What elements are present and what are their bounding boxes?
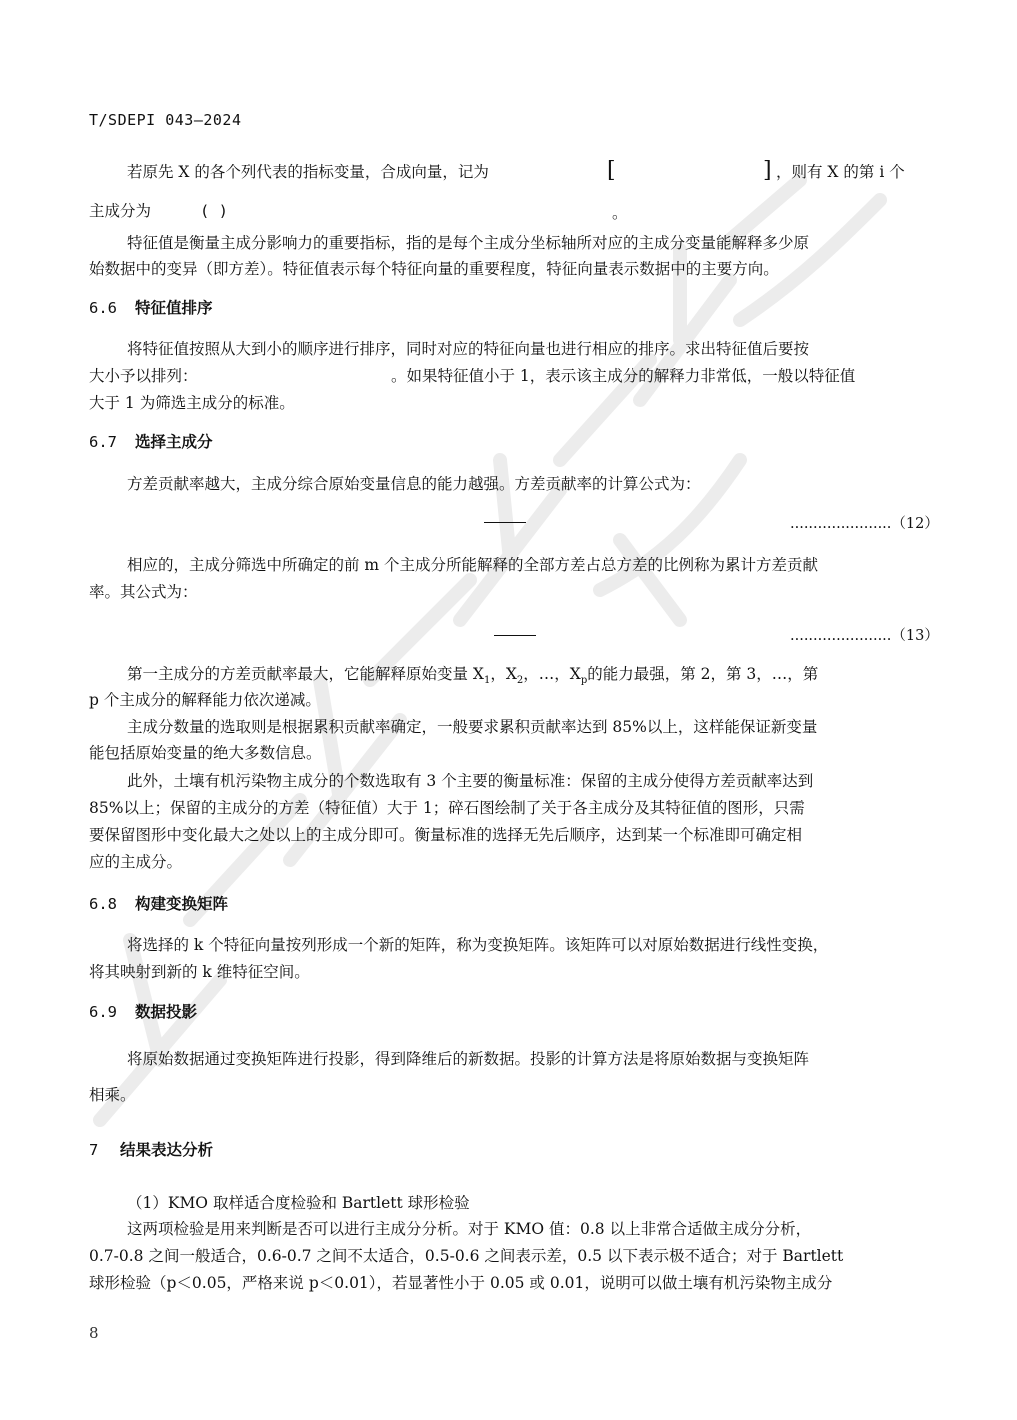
sec67-para3-line2: p 个主成分的解释能力依次递减。 <box>89 691 321 709</box>
section-title: 数据投影 <box>135 1003 198 1021</box>
subscript: p <box>580 675 588 687</box>
sec67-line1: 方差贡献率越大，主成分综合原始变量信息的能力越强。方差贡献率的计算公式为： <box>127 475 701 493</box>
subscript: 1 <box>483 675 491 687</box>
section-number: 6.6 <box>89 299 117 317</box>
sec67-para2-line2: 率。其公式为： <box>89 583 198 601</box>
sec67-para2-line1: 相应的，主成分筛选中所确定的前 m 个主成分所能解释的全部方差占总方差的比例称为累计方差贡献 <box>127 556 819 574</box>
eigen-para-line2: 始数据中的变异（即方差）。特征值表示每个特征向量的重要程度，特征向量表示数据中的主要方向。 <box>89 260 779 278</box>
equation-12-number: ......................（12） <box>790 516 939 532</box>
page-number: 8 <box>89 1324 99 1342</box>
section-6-8-heading <box>89 894 228 914</box>
sec69-line1: 将原始数据通过变换矩阵进行投影，得到降维后的新数据。投影的计算方法是将原始数据与变换矩阵 <box>127 1050 810 1068</box>
section-title: 特征值排序 <box>135 299 213 317</box>
subscript: 2 <box>516 675 524 687</box>
sec7-item1-title: （1）KMO 取样适合度检验和 Bartlett 球形检验 <box>127 1194 470 1212</box>
equation-12-fraction-bar <box>484 522 526 523</box>
text-run: ，…，X <box>523 665 581 683</box>
sec69-line2: 相乘。 <box>89 1086 136 1104</box>
eigen-para-line1: 特征值是衡量主成分影响力的重要指标，指的是每个主成分坐标轴所对应的主成分变量能解释多少原 <box>127 234 810 252</box>
sec68-line2: 将其映射到新的 k 维特征空间。 <box>89 963 310 981</box>
section-title: 构建变换矩阵 <box>135 895 229 913</box>
intro-line2-text: 主成分为 <box>89 202 152 220</box>
formula-paren: ( ) <box>200 202 228 220</box>
vector-close-bracket: ] <box>763 158 772 183</box>
section-number: 7 <box>89 1141 99 1159</box>
sec7-line2: 0.7-0.8 之间一般适合，0.6-0.7 之间不太适合，0.5-0.6 之间表示差，0.5 以下表示极不适合；对于 Bartlett <box>89 1247 844 1265</box>
text-run: 的能力最强，第 2，第 3，…，第 <box>587 665 819 683</box>
intro-line2-end: 。 <box>612 204 628 222</box>
equation-13-fraction-bar <box>494 635 536 636</box>
standard-code: T/SDEPI 043—2024 <box>89 111 242 129</box>
sec66-line3: 大于 1 为筛选主成分的标准。 <box>89 394 295 412</box>
sec66-line1: 将特征值按照从大到小的顺序进行排序，同时对应的特征向量也进行相应的排序。求出特征值后要按 <box>127 340 810 358</box>
section-number: 6.7 <box>89 433 117 451</box>
sec67-para3-line1 <box>127 664 818 691</box>
sec7-line3: 球形检验（p＜0.05，严格来说 p＜0.01），若显著性小于 0.05 或 0.01，说明可以做土壤有机污染物主成分 <box>89 1274 833 1292</box>
equation-13-number: ......................（13） <box>790 628 939 644</box>
sec67-para5-line1: 此外，土壤有机污染物主成分的个数选取有 3 个主要的衡量标准：保留的主成分使得方差贡献率达到 <box>127 772 814 790</box>
section-title: 选择主成分 <box>135 433 213 451</box>
sec67-para4-line1: 主成分数量的选取则是根据累积贡献率确定，一般要求累积贡献率达到 85%以上，这样能保证新变量 <box>127 718 818 736</box>
section-6-7-heading <box>89 432 213 452</box>
text-run: 第一主成分的方差贡献率最大，它能解释原始变量 X <box>127 665 484 683</box>
section-number: 6.8 <box>89 895 117 913</box>
section-title: 结果表达分析 <box>120 1141 214 1159</box>
vector-open-bracket: [ <box>607 158 616 183</box>
sec67-para5-line2: 85%以上；保留的主成分的方差（特征值）大于 1；碎石图绘制了关于各主成分及其特征值的图形，只需 <box>89 799 805 817</box>
intro-line1-text: 若原先 X 的各个列代表的指标变量，合成向量，记为 <box>127 163 489 181</box>
section-6-9-heading <box>89 1002 197 1022</box>
sec7-line1: 这两项检验是用来判断是否可以进行主成分分析。对于 KMO 值：0.8 以上非常合适做主成分分析， <box>127 1220 812 1238</box>
sec68-line1: 将选择的 k 个特征向量按列形成一个新的矩阵，称为变换矩阵。该矩阵可以对原始数据进行线性变换， <box>127 936 829 954</box>
sec66-line2-start: 大小予以排列： <box>89 367 198 385</box>
text-run: ，X <box>490 665 517 683</box>
intro-line1-tail: ，则有 X 的第 i 个 <box>776 163 905 181</box>
sec66-line2-end: 。如果特征值小于 1，表示该主成分的解释力非常低，一般以特征值 <box>391 367 856 385</box>
sec67-para4-line2: 能包括原始变量的绝大多数信息。 <box>89 744 322 762</box>
section-number: 6.9 <box>89 1003 117 1021</box>
sec67-para5-line3: 要保留图形中变化最大之处以上的主成分即可。衡量标准的选择无先后顺序，达到某一个标准即可确定相 <box>89 826 803 844</box>
section-6-6-heading <box>89 298 213 318</box>
sec67-para5-line4: 应的主成分。 <box>89 853 183 871</box>
section-7-heading <box>89 1140 213 1160</box>
